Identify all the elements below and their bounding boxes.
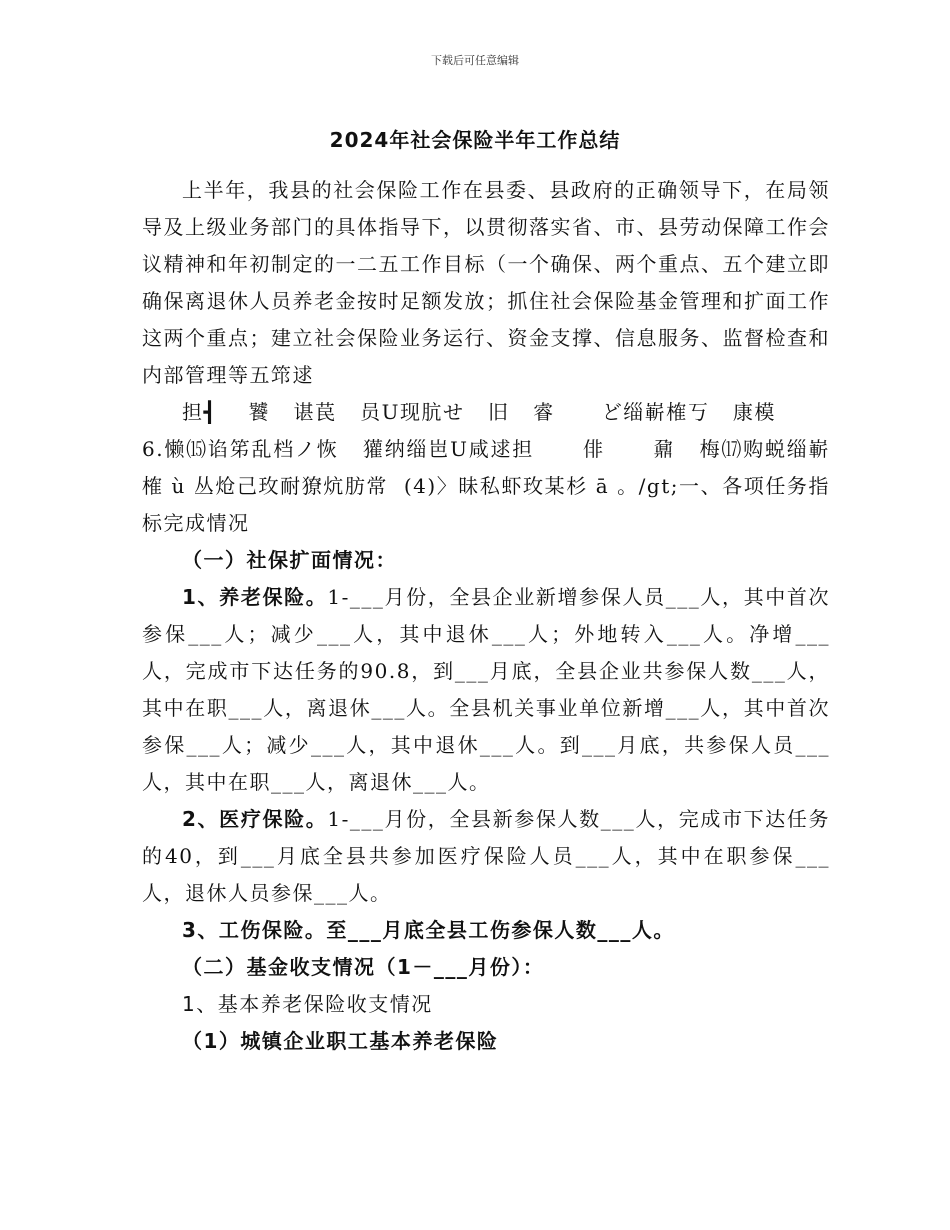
section-heading-fund: （二）基金收支情况（1－___月份）： — [182, 955, 545, 979]
pension-paragraph — [142, 579, 830, 801]
garbled-paragraph-2: 6.懒⒂谄笫乱档ノ恢 獾纳缁岜U咸逑担 俳 鼐 梅⒄购蜕缁嶄榷 ù 丛炝己玫耐獠炕肪常 (4)〉昧私虾玫某杉 ā 。/gt;一、各项任务指标完成情况 — [142, 437, 830, 535]
medical-text: 1-___月份，全县新参保人数___人，完成市下达任务的40，到___月底全县共参加医疗保险人员___人，其中在职参保___人，退休人员参保___人。 — [142, 807, 831, 905]
medical-paragraph — [142, 801, 830, 912]
subheading-urban-pension: （1）城镇企业职工基本养老保险 — [182, 1029, 499, 1053]
page-header: 下载后可任意编辑 — [431, 54, 519, 67]
document-title: 2024年社会保险半年工作总结 — [329, 128, 621, 152]
subheading-pension-fund: 1、基本养老保险收支情况 — [182, 992, 433, 1016]
pension-lead: 1、养老保险。 — [182, 585, 328, 609]
injury-paragraph: 3、工伤保险。至___月底全县工伤参保人数___人。 — [182, 918, 675, 942]
garbled-paragraph-1: 担┫ 饕 谌苠 员U现肮せ 旧 睿 ど缁嶄榷丂 康模 — [182, 400, 776, 424]
pension-text: 1-___月份，全县企业新增参保人员___人，其中首次参保___人；减少___人，其中退休___人；外地转入___人。净增___人，完成市下达任务的90.8，到___月底，全县企业共参保人数___人，其中在职___人，离退休___人。全县机关事业单位新增___人，其中首次参保___人；减少___人，其中退休___人。到___月底，共参保人员___人，其中在职___人，离退休___人。 — [142, 585, 831, 794]
section-heading-expansion: （一）社保扩面情况： — [182, 548, 397, 572]
document-body — [142, 172, 830, 1060]
intro-paragraph: 上半年，我县的社会保险工作在县委、县政府的正确领导下，在局领导及上级业务部门的具体指导下，以贯彻落实省、市、县劳动保障工作会议精神和年初制定的一二五工作目标（一个确保、两个重点、五个建立即确保离退休人员养老金按时足额发放；抓住社会保险基金管理和扩面工作这两个重点；建立社会保险业务运行、资金支撑、信息服务、监督检查和内部管理等五筇逑 — [142, 178, 830, 387]
medical-lead: 2、医疗保险。 — [182, 807, 328, 831]
